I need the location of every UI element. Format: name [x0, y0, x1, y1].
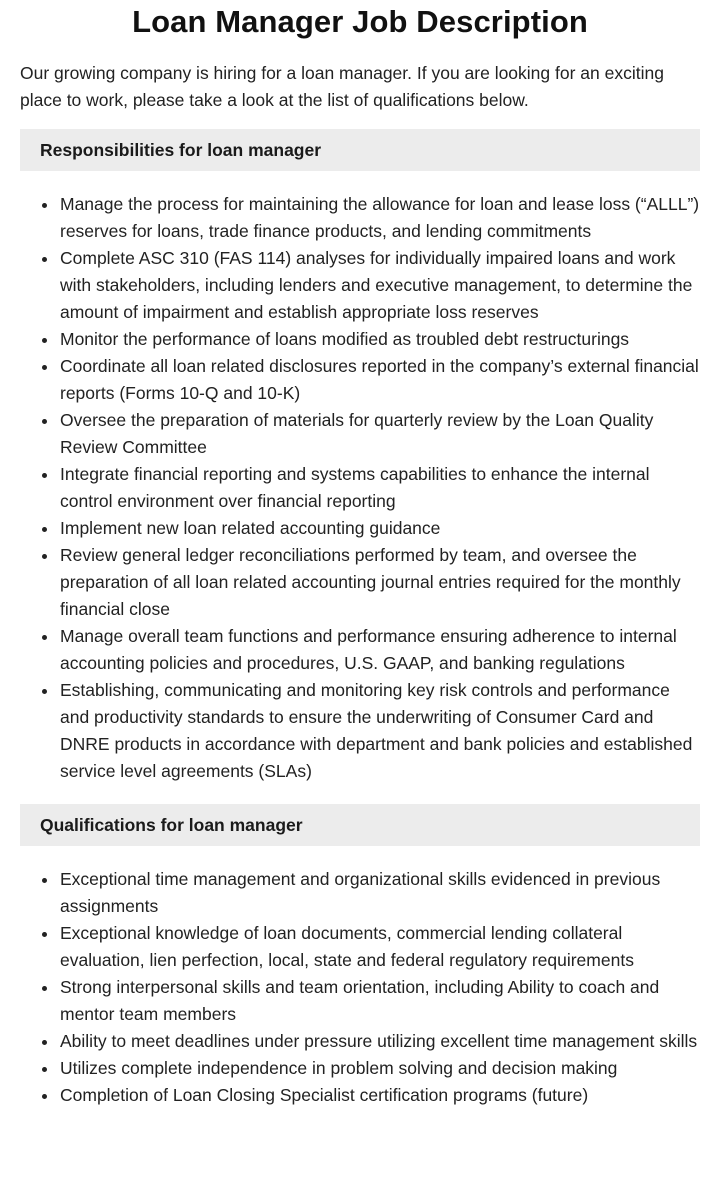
list-item: Manage the process for maintaining the allowance for loan and lease loss (“ALLL”) reserves for loans, trade finance products, and lending commitments: [20, 191, 700, 245]
list-item: Establishing, communicating and monitoring key risk controls and performance and productivity standards to ensure the underwriting of Consumer Card and DNRE products in accordance with department and bank policies and established service level agreements (SLAs): [20, 677, 700, 785]
list-item: Review general ledger reconciliations performed by team, and oversee the preparation of all loan related accounting journal entries required for the monthly financial close: [20, 542, 700, 623]
list-item: Complete ASC 310 (FAS 114) analyses for individually impaired loans and work with stakeholders, including lenders and executive management, to determine the amount of impairment and establish appropriate loss reserves: [20, 245, 700, 326]
list-item: Monitor the performance of loans modified as troubled debt restructurings: [20, 326, 700, 353]
list-item: Oversee the preparation of materials for quarterly review by the Loan Quality Review Committee: [20, 407, 700, 461]
list-item: Integrate financial reporting and systems capabilities to enhance the internal control environment over financial reporting: [20, 461, 700, 515]
responsibilities-heading: Responsibilities for loan manager: [20, 129, 700, 171]
qualifications-heading: Qualifications for loan manager: [20, 804, 700, 846]
list-item: Manage overall team functions and performance ensuring adherence to internal accounting policies and procedures, U.S. GAAP, and banking regulations: [20, 623, 700, 677]
qualifications-list: [20, 866, 700, 1109]
list-item: Strong interpersonal skills and team orientation, including Ability to coach and mentor team members: [20, 974, 700, 1028]
responsibilities-list: [20, 191, 700, 785]
intro-paragraph: Our growing company is hiring for a loan manager. If you are looking for an exciting place to work, please take a look at the list of qualifications below.: [20, 63, 664, 110]
list-item: Exceptional knowledge of loan documents, commercial lending collateral evaluation, lien perfection, local, state and federal regulatory requirements: [20, 920, 700, 974]
page-title: Loan Manager Job Description: [132, 4, 588, 39]
list-item: Utilizes complete independence in problem solving and decision making: [20, 1055, 700, 1082]
list-item: Ability to meet deadlines under pressure utilizing excellent time management skills: [20, 1028, 700, 1055]
list-item: Exceptional time management and organizational skills evidenced in previous assignments: [20, 866, 700, 920]
list-item: Coordinate all loan related disclosures reported in the company’s external financial reports (Forms 10-Q and 10-K): [20, 353, 700, 407]
list-item: Completion of Loan Closing Specialist certification programs (future): [20, 1082, 700, 1109]
list-item: Implement new loan related accounting guidance: [20, 515, 700, 542]
